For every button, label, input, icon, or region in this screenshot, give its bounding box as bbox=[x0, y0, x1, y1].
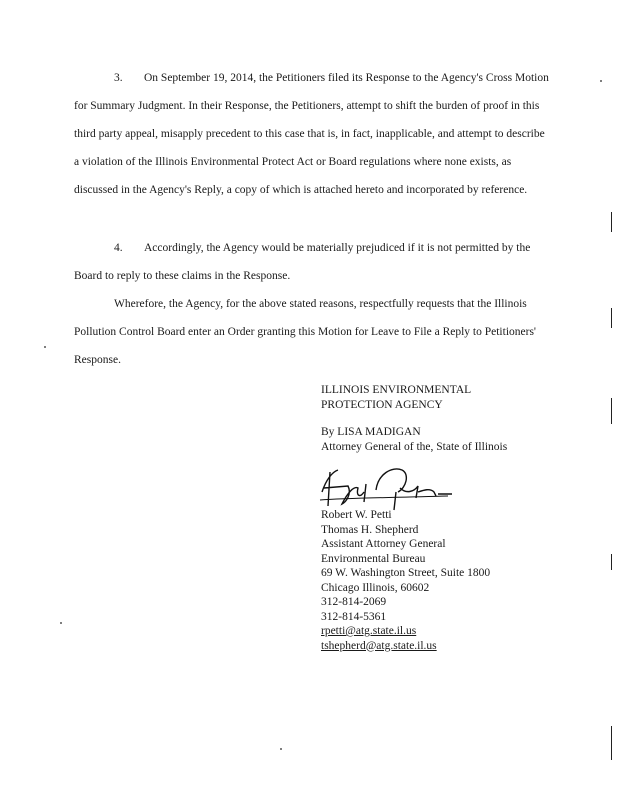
scan-dot bbox=[600, 80, 602, 82]
scan-mark bbox=[611, 212, 612, 232]
email-2[interactable]: tshepherd@atg.state.il.us bbox=[321, 639, 437, 652]
handwritten-signature bbox=[318, 462, 454, 514]
scan-mark bbox=[611, 398, 612, 424]
paragraph-number: 4. bbox=[114, 242, 123, 254]
scan-dot bbox=[280, 748, 282, 750]
counsel-contact-block bbox=[321, 508, 490, 653]
email-1[interactable]: rpetti@atg.state.il.us bbox=[321, 625, 417, 637]
scan-mark bbox=[611, 308, 612, 328]
counsel-name-1: Robert W. Petti bbox=[321, 509, 392, 521]
signature-stroke bbox=[376, 469, 452, 510]
scan-dot bbox=[44, 346, 46, 348]
counsel-name-2: Thomas H. Shepherd bbox=[321, 523, 419, 536]
wherefore-paragraph bbox=[74, 290, 552, 374]
counsel-title: Assistant Attorney General bbox=[321, 538, 446, 550]
paragraph-number: 3. bbox=[114, 72, 123, 84]
paragraph-3 bbox=[74, 64, 552, 204]
address-line-2: Chicago Illinois, 60602 bbox=[321, 581, 430, 594]
phone-1: 312-814-2069 bbox=[321, 596, 387, 608]
paragraph-4 bbox=[74, 234, 552, 290]
attorney-general-line: Attorney General of the, State of Illinois bbox=[321, 440, 508, 453]
attorney-general-block bbox=[321, 425, 507, 454]
counsel-bureau: Environmental Bureau bbox=[321, 552, 426, 565]
scan-mark bbox=[611, 726, 612, 760]
scan-dot bbox=[60, 622, 62, 624]
agency-line-2: PROTECTION AGENCY bbox=[321, 398, 443, 411]
scan-mark bbox=[611, 554, 612, 570]
signature-stroke bbox=[322, 470, 366, 506]
agency-name bbox=[321, 383, 471, 412]
address-line-1: 69 W. Washington Street, Suite 1800 bbox=[321, 567, 491, 579]
paragraph-text: Accordingly, the Agency would be materially prejudiced if it is not permitted by the Board to reply to these claims in the Response. bbox=[74, 242, 531, 282]
agency-line-1: ILLINOIS ENVIRONMENTAL bbox=[321, 384, 472, 396]
wherefore-text: Wherefore, the Agency, for the above stated reasons, respectfully requests that the Illinois Pollution Control Board enter an Order granting this Motion for Leave to File a Reply to Petitioners' Response. bbox=[74, 298, 536, 366]
phone-2: 312-814-5361 bbox=[321, 610, 387, 623]
paragraph-text: On September 19, 2014, the Petitioners filed its Response to the Agency's Cross Motion for Summary Judgment. In their Response, the Petitioners, attempt to shift the burden of proof in this third party appeal, misapply precedent to this case that is, in fact, inapplicable, and attempt to describe a violation of the Illinois Environmental Protect Act or Board regulations where none exists, as discussed in the Agency's Reply, a copy of which is attached hereto and incorporated by reference. bbox=[74, 72, 549, 196]
by-line: By LISA MADIGAN bbox=[321, 426, 421, 438]
signature-stroke bbox=[320, 496, 448, 500]
